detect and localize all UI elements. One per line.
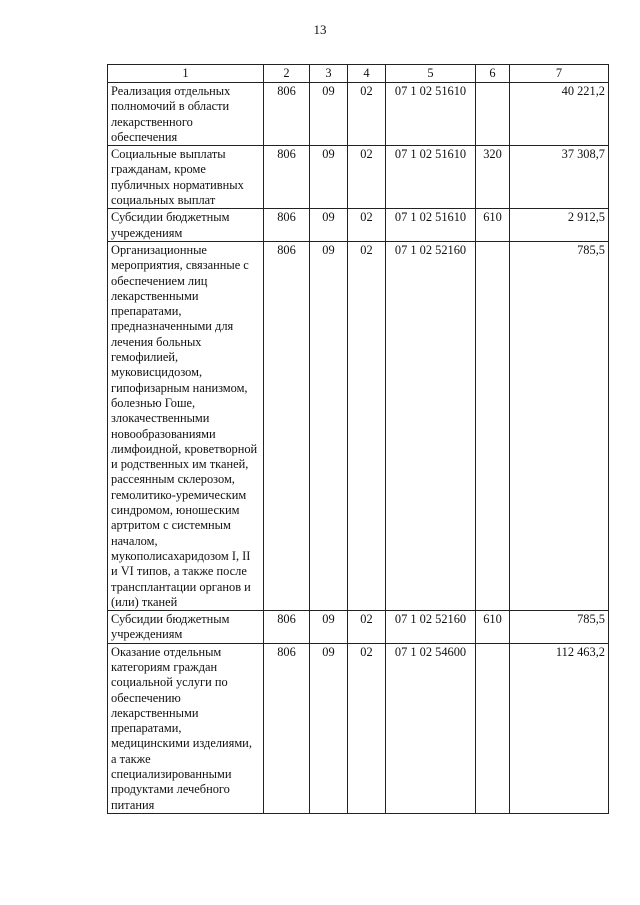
header-row bbox=[108, 65, 609, 83]
header-col-2: 2 bbox=[264, 65, 310, 83]
row-amount: 112 463,2 bbox=[510, 643, 609, 813]
table-row bbox=[108, 643, 609, 813]
row-subsection-code: 02 bbox=[348, 209, 386, 242]
table-row bbox=[108, 146, 609, 209]
row-ministry-code: 806 bbox=[264, 643, 310, 813]
row-amount: 40 221,2 bbox=[510, 83, 609, 146]
row-section-code: 09 bbox=[310, 146, 348, 209]
header-col-4: 4 bbox=[348, 65, 386, 83]
row-target-code: 07 1 02 51610 bbox=[386, 209, 476, 242]
row-name: Субсидии бюджетным учреждениям bbox=[108, 209, 264, 242]
row-amount: 785,5 bbox=[510, 241, 609, 610]
row-subsection-code: 02 bbox=[348, 146, 386, 209]
row-name: Социальные выплаты гражданам, кроме публичных нормативных социальных выплат bbox=[108, 146, 264, 209]
budget-table bbox=[107, 64, 609, 814]
table-row bbox=[108, 209, 609, 242]
row-section-code: 09 bbox=[310, 643, 348, 813]
row-ministry-code: 806 bbox=[264, 146, 310, 209]
header-col-6: 6 bbox=[476, 65, 510, 83]
row-subsection-code: 02 bbox=[348, 241, 386, 610]
row-expense-type: 610 bbox=[476, 611, 510, 644]
row-target-code: 07 1 02 51610 bbox=[386, 83, 476, 146]
row-section-code: 09 bbox=[310, 83, 348, 146]
row-target-code: 07 1 02 54600 bbox=[386, 643, 476, 813]
row-expense-type bbox=[476, 643, 510, 813]
row-target-code: 07 1 02 52160 bbox=[386, 241, 476, 610]
row-expense-type bbox=[476, 83, 510, 146]
header-col-7: 7 bbox=[510, 65, 609, 83]
row-ministry-code: 806 bbox=[264, 241, 310, 610]
row-name: Субсидии бюджетным учреждениям bbox=[108, 611, 264, 644]
row-ministry-code: 806 bbox=[264, 83, 310, 146]
row-expense-type: 610 bbox=[476, 209, 510, 242]
row-ministry-code: 806 bbox=[264, 611, 310, 644]
row-expense-type: 320 bbox=[476, 146, 510, 209]
table-row bbox=[108, 83, 609, 146]
row-target-code: 07 1 02 52160 bbox=[386, 611, 476, 644]
row-amount: 785,5 bbox=[510, 611, 609, 644]
page-number: 13 bbox=[313, 22, 327, 37]
row-name: Реализация отдельных полномочий в области лекарственного обеспечения bbox=[108, 83, 264, 146]
header-col-1: 1 bbox=[108, 65, 264, 83]
row-subsection-code: 02 bbox=[348, 611, 386, 644]
header-col-3: 3 bbox=[310, 65, 348, 83]
row-subsection-code: 02 bbox=[348, 643, 386, 813]
row-amount: 2 912,5 bbox=[510, 209, 609, 242]
table-row bbox=[108, 241, 609, 610]
row-name: Оказание отдельным категориям граждан социальной услуги по обеспечению лекарственными препаратами, медицинскими изделиями, а также специализированными продуктами лечебного питания bbox=[108, 643, 264, 813]
row-subsection-code: 02 bbox=[348, 83, 386, 146]
header-col-5: 5 bbox=[386, 65, 476, 83]
row-amount: 37 308,7 bbox=[510, 146, 609, 209]
table-row bbox=[108, 611, 609, 644]
row-section-code: 09 bbox=[310, 241, 348, 610]
row-name: Организационные мероприятия, связанные с обеспечением лиц лекарственными препаратами, предназначенными для лечения больных гемофилией, муковисцидозом, гипофизарным нанизмом, болезнью Гоше, злокачественными новообразованиями лимфоидной, кроветворной и родственных им тканей, рассеянным склерозом, гемолитико-уремическим синдромом, юношеским артритом с системным началом, мукополисахаридозом I, II и VI типов, а также после трансплантации органов и (или) тканей bbox=[108, 241, 264, 610]
row-target-code: 07 1 02 51610 bbox=[386, 146, 476, 209]
row-expense-type bbox=[476, 241, 510, 610]
row-ministry-code: 806 bbox=[264, 209, 310, 242]
row-section-code: 09 bbox=[310, 611, 348, 644]
row-section-code: 09 bbox=[310, 209, 348, 242]
